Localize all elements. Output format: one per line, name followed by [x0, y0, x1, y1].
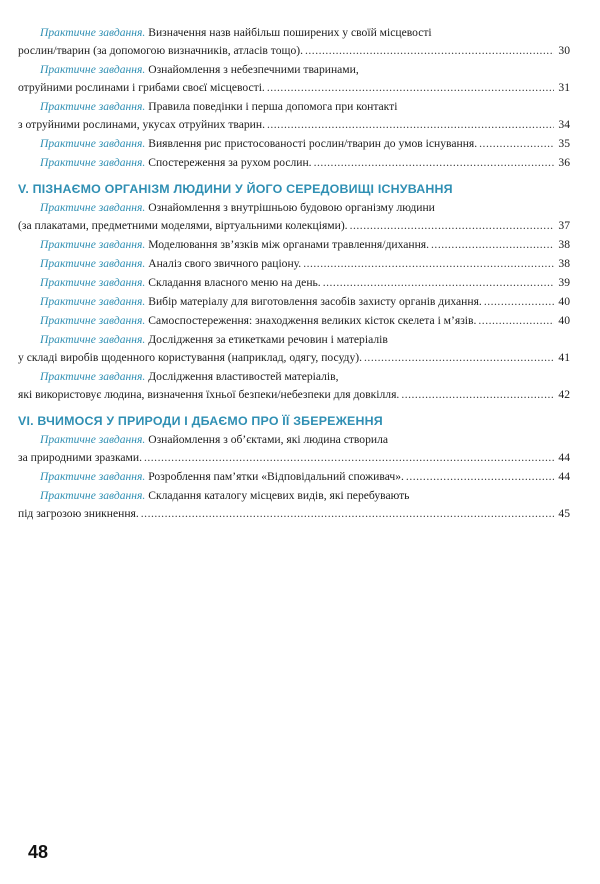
toc-entry	[18, 431, 570, 467]
toc-entry-line	[18, 449, 570, 467]
toc-entry-line	[18, 487, 570, 505]
toc-entry	[18, 255, 570, 273]
toc-entry-text	[40, 255, 301, 273]
toc-entry-title: Дослідження властивостей матеріалів,	[148, 370, 339, 383]
dot-leader	[350, 217, 554, 235]
toc-entry-line	[18, 154, 570, 172]
toc-entry-line	[18, 505, 570, 523]
task-label: Практичне завдання.	[40, 333, 146, 346]
toc-entry-title: Дослідження за етикетками речовин і матеріалів	[148, 333, 388, 346]
toc-entry-text	[40, 489, 409, 502]
toc-entry-text	[40, 433, 388, 446]
dot-leader	[484, 293, 554, 311]
toc-entry-line	[18, 42, 570, 60]
dot-leader	[431, 236, 554, 254]
toc-entry-title: Складання каталогу місцевих видів, які перебувають	[148, 489, 410, 502]
toc-entry-text	[18, 349, 362, 367]
toc-entry	[18, 154, 570, 172]
dot-leader	[303, 255, 554, 273]
toc-entry-title: з отруйними рослинами, укусах отруйних тварин.	[18, 118, 265, 131]
toc-page-number: 30	[558, 44, 570, 57]
dot-leader	[314, 154, 554, 172]
toc-page-number: 38	[558, 238, 570, 251]
toc-entry-text	[40, 293, 482, 311]
task-label: Практичне завдання.	[40, 295, 146, 308]
page-number: 48	[28, 842, 49, 862]
toc-entry-text	[40, 201, 435, 214]
toc-entry	[18, 236, 570, 254]
toc-entry-text	[40, 468, 404, 486]
task-label: Практичне завдання.	[40, 63, 146, 76]
toc-entry-line	[18, 312, 570, 330]
toc-entry-title: Визначення назв найбільш поширених у своїй місцевості	[148, 26, 432, 39]
section-heading: VI. ВЧИМОСЯ У ПРИРОДИ І ДБАЄМО ПРО ЇЇ ЗБЕРЕЖЕННЯ	[18, 414, 383, 428]
toc-entry-line	[18, 368, 570, 386]
toc-entry-title: отруйними рослинами і грибами своєї місцевості.	[18, 81, 265, 94]
toc-entry	[18, 331, 570, 367]
toc-entry-title: Ознайомлення з внутрішньою будовою організму людини	[148, 201, 435, 214]
dot-leader	[364, 349, 554, 367]
toc-entry-title: Розроблення пам’ятки «Відповідальний споживач».	[148, 470, 404, 483]
toc-page-number: 45	[558, 507, 570, 520]
toc-entry-title: Самоспостереження: знаходження великих кісток скелета і м’язів.	[148, 314, 477, 327]
task-label: Практичне завдання.	[40, 156, 146, 169]
toc-entry-text	[18, 449, 142, 467]
toc-page-number: 40	[558, 295, 570, 308]
toc-entry-line	[18, 116, 570, 134]
toc-entry-line	[18, 349, 570, 367]
toc-entry-title: Спостереження за рухом рослин.	[148, 156, 312, 169]
toc-entry-title: під загрозою зникнення.	[18, 507, 139, 520]
toc-entry-title: за природними зразками.	[18, 451, 142, 464]
toc-entry-line	[18, 331, 570, 349]
dot-leader	[144, 449, 554, 467]
toc-entry-line	[18, 217, 570, 235]
toc-page-number: 41	[558, 351, 570, 364]
toc-entry	[18, 61, 570, 97]
toc-page-number: 34	[558, 118, 570, 131]
toc-page-number: 37	[558, 219, 570, 232]
toc-entry-text	[40, 26, 432, 39]
dot-leader	[479, 135, 554, 153]
dot-leader	[406, 468, 554, 486]
toc-entry	[18, 293, 570, 311]
dot-leader	[401, 386, 554, 404]
dot-leader	[305, 42, 554, 60]
toc-page-number: 31	[558, 81, 570, 94]
toc-entry-title: у складі виробів щоденного користування (наприклад, одягу, посуду).	[18, 351, 363, 364]
dot-leader	[141, 505, 554, 523]
toc-page-number: 35	[558, 137, 570, 150]
toc-entry-line	[18, 199, 570, 217]
task-label: Практичне завдання.	[40, 201, 146, 214]
toc-entry-line	[18, 386, 570, 404]
toc-entry-title: Ознайомлення з небезпечними тваринами,	[148, 63, 359, 76]
task-label: Практичне завдання.	[40, 137, 146, 150]
toc-entry-text	[40, 333, 388, 346]
toc-entry-title: які використовує людина, визначення їхньої безпеки/небезпеки для довкілля.	[18, 388, 400, 401]
task-label: Практичне завдання.	[40, 470, 146, 483]
toc-entry	[18, 468, 570, 486]
toc-entry	[18, 312, 570, 330]
toc-entry-text	[18, 505, 139, 523]
toc-entry-text	[40, 154, 312, 172]
dot-leader	[267, 116, 554, 134]
toc-entry-text	[40, 370, 339, 383]
task-label: Практичне завдання.	[40, 238, 146, 251]
toc-entry-title: Вибір матеріалу для виготовлення засобів захисту органів дихання.	[148, 295, 482, 308]
task-label: Практичне завдання.	[40, 489, 146, 502]
toc-page-number: 36	[558, 156, 570, 169]
toc-page-number: 40	[558, 314, 570, 327]
toc-entry-text	[18, 79, 265, 97]
toc-entry-title: (за плакатами, предметними моделями, віртуальними колекціями).	[18, 219, 348, 232]
section-heading: V. ПІЗНАЄМО ОРГАНІЗМ ЛЮДИНИ У ЙОГО СЕРЕДОВИЩІ ІСНУВАННЯ	[18, 182, 453, 196]
toc-entry-line	[18, 468, 570, 486]
toc-entry	[18, 135, 570, 153]
toc-entry-text	[40, 63, 359, 76]
toc-page-number: 44	[558, 451, 570, 464]
toc-entry-line	[18, 24, 570, 42]
task-label: Практичне завдання.	[40, 276, 146, 289]
toc-entry-line	[18, 98, 570, 116]
dot-leader	[478, 312, 554, 330]
dot-leader	[323, 274, 554, 292]
toc-entry-text	[40, 100, 397, 113]
toc-page-number: 42	[558, 388, 570, 401]
toc-entry-line	[18, 61, 570, 79]
toc-entry-line	[18, 79, 570, 97]
toc-page-number: 38	[558, 257, 570, 270]
toc-entry-title: Складання власного меню на день.	[148, 276, 321, 289]
toc-entry-line	[18, 255, 570, 273]
toc-entry	[18, 98, 570, 134]
toc-entry-title: Правила поведінки і перша допомога при контакті	[148, 100, 398, 113]
toc-entry-line	[18, 135, 570, 153]
task-label: Практичне завдання.	[40, 433, 146, 446]
toc-entry-text	[40, 312, 476, 330]
toc-page-number: 39	[558, 276, 570, 289]
toc-entry-title: Моделювання зв’язків між органами травлення/дихання.	[148, 238, 430, 251]
table-of-contents	[18, 24, 570, 524]
toc-entry-title: Ознайомлення з об’єктами, які людина створила	[148, 433, 389, 446]
dot-leader	[267, 79, 554, 97]
toc-entry-text	[40, 135, 477, 153]
toc-entry-text	[18, 116, 265, 134]
toc-entry-text	[18, 217, 348, 235]
task-label: Практичне завдання.	[40, 257, 146, 270]
toc-entry	[18, 24, 570, 60]
toc-entry-title: Аналіз свого звичного раціону.	[148, 257, 302, 270]
task-label: Практичне завдання.	[40, 314, 146, 327]
toc-entry	[18, 487, 570, 523]
toc-entry-text	[18, 42, 303, 60]
toc-entry	[18, 368, 570, 404]
task-label: Практичне завдання.	[40, 370, 146, 383]
toc-entry-title: рослин/тварин (за допомогою визначників, атласів тощо).	[18, 44, 303, 57]
toc-page-number: 44	[558, 470, 570, 483]
task-label: Практичне завдання.	[40, 26, 146, 39]
toc-entry-text	[18, 386, 399, 404]
toc-entry-line	[18, 274, 570, 292]
toc-entry-title: Виявлення рис пристосованості рослин/тварин до умов існування.	[148, 137, 478, 150]
toc-entry-line	[18, 236, 570, 254]
toc-entry-line	[18, 431, 570, 449]
toc-entry	[18, 199, 570, 235]
toc-entry-line	[18, 293, 570, 311]
toc-entry-text	[40, 236, 429, 254]
task-label: Практичне завдання.	[40, 100, 146, 113]
toc-entry-text	[40, 274, 321, 292]
toc-entry	[18, 274, 570, 292]
